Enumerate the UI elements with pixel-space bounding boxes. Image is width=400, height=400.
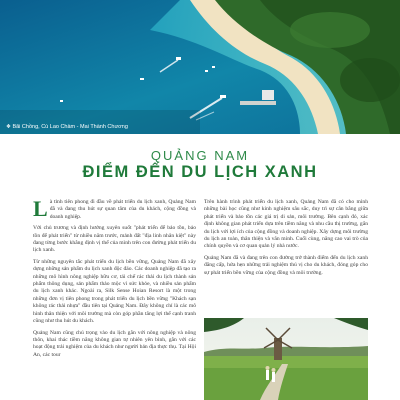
right-column	[204, 199, 368, 281]
drop-cap: L	[33, 196, 48, 221]
article-headline: ĐIỂM ĐẾN DU LỊCH XANH	[82, 163, 318, 181]
windmill-field-image	[204, 318, 368, 400]
photo-caption: ❖ Bãi Chồng, Cù Lao Chàm - Mai Thành Chương	[6, 124, 128, 130]
hero-photo	[0, 0, 400, 134]
article-kicker: QUẢNG NAM	[150, 148, 250, 163]
paragraph-5: Trên hành trình phát triển du lịch xanh, Quảng Nam đã có cho mình những bài học cũng như kinh nghiệm sâu sắc, duy trì sự cân bằng giữa phát triển và bảo tồn các giá trị di sản, môi trường. Bên cạnh đó, xác định không gian phát triển dựa trên tiềm năng và nhu cầu thị trường, gắn du lịch với lợi ích của cộng đồng và doanh nghiệp. Xây dựng môi trường du lịch an toàn, thân thiện và văn minh. Cuối cùng, năng cao vai trò của chính quyền và cơ quan quản lý nhà nước.	[204, 199, 368, 250]
paragraph-4: Quảng Nam cũng chú trọng vào du lịch gắn với nông nghiệp và nông thôn, khai thác tiềm năng không gian tự nhiên yên bình, gắn với các hoạt động trải nghiệm của du khách như người bản địa thực thụ. Tại Hội An, các tour	[33, 329, 196, 358]
paragraph-2: Với chủ trương và định hướng xuyên suốt "phát triển để bảo tồn, bảo tồn để phát triển" từ nhiều năm trước, mảnh đất "địa linh nhân kiệt" này đang từng bước khẳng định vị thế của mình trên con đường phát triển du lịch xanh.	[33, 225, 196, 254]
windmill-field-photo	[204, 318, 368, 400]
paragraph-1-text: à tỉnh tiên phong đi đầu về phát triển du lịch xanh, Quảng Nam đã và đang thu hút sự quan tâm của du khách, cộng đồng và doanh nghiệp.	[49, 199, 196, 220]
aerial-beach-image	[0, 0, 400, 134]
paragraph-6: Quảng Nam đã và đang trên con đường trở thành điểm đến du lịch xanh đẳng cấp, hứa hẹn những trải nghiệm thú vị cho du khách, đóng góp cho sự phát triển bền vững của cộng đồng và môi trường.	[204, 254, 368, 276]
paragraph-1	[33, 196, 196, 221]
left-column	[33, 196, 196, 363]
paragraph-3: Từ những nguyên tắc phát triển du lịch bền vững, Quảng Nam đã xây dựng những sản phẩm du lịch xanh độc đáo. Các doanh nghiệp đã tạo ra những mô hình nông nghiệp hữu cơ, tái chế rác thải du lịch thành sản phẩm thông dụng, sản phẩm thảo mộc vì sức khỏe, và nhiều sản phẩm du lịch xanh khác. Ngoài ra, Silk Sense Hoian Resort là một trong những đơn vị tiên phong trong phát triển du lịch bền vững "Khách sạn không rác thải nhựa" đầu tiên tại Quảng Nam. Đây không chỉ là các mô hình thân thiện với môi trường mà còn góp phần tăng lợi thế cạnh tranh cũng như thu hút du khách.	[33, 258, 196, 325]
